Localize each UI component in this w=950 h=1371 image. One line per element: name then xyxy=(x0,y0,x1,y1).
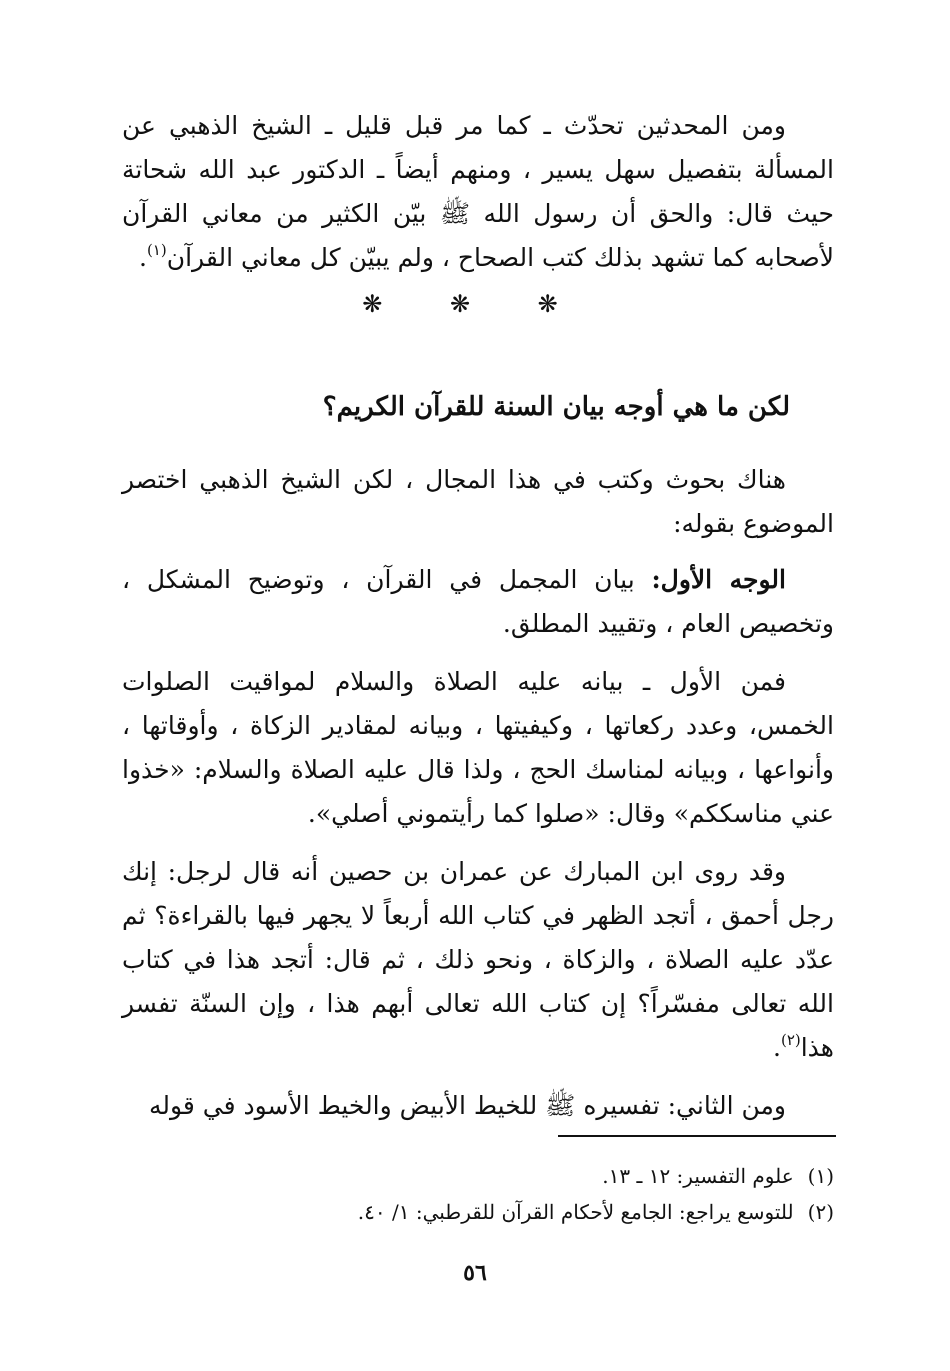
first-aspect-text: بيان المجمل في القرآن ، وتوضيح المشكل ، وتخصيص العام ، وتقييد المطلق. xyxy=(122,565,834,638)
footnote-divider xyxy=(558,1135,836,1137)
page-number: ٥٦ xyxy=(463,1260,487,1286)
paragraph-first-aspect xyxy=(122,558,834,646)
footnote-ref-2[interactable]: (٢) xyxy=(780,1031,801,1049)
paragraph-ibn-mubarak xyxy=(122,850,834,1070)
footnote-item xyxy=(122,1194,834,1230)
paragraph-end: . xyxy=(138,243,147,272)
paragraph-end: . xyxy=(773,1033,781,1062)
footnotes xyxy=(122,1158,834,1230)
paragraph-text: وقد روى ابن المبارك عن عمران بن حصين أنه قال لرجل: إنك رجل أحمق ، أتجد الظهر في كتاب الله أربعاً لا يجهر فيها بالقراءة؟ ثم عدّد عليه الصلاة ، والزكاة ، ونحو ذلك ، ثم قال: أتجد هذا في كتاب الله تعالى مفسّراً؟ إن كتاب الله تعالى أبهم هذا ، وإن السنّة تفسر هذا xyxy=(122,857,834,1062)
footnote-ref-1[interactable]: (١) xyxy=(146,241,167,259)
section-separator: ❋ ❋ ❋ xyxy=(362,290,588,318)
paragraph-research: هناك بحوث وكتب في هذا المجال ، لكن الشيخ الذهبي اختصر الموضوع بقوله: xyxy=(122,465,834,538)
paragraph-text: ومن المحدثين تحدّث ـ كما مر قبل قليل ـ الشيخ الذهبي عن المسألة بتفصيل سهل يسير ، ومنهم أيضاً ـ الدكتور عبد الله شحاتة حيث قال: والحق أن رسول الله ﷺ بيّن الكثير من معاني القرآن لأصحابه كما تشهد بذلك كتب الصحاح ، ولم يبيّن كل معاني القرآن xyxy=(122,111,834,272)
footnote-text: للتوسع يراجع: الجامع لأحكام القرآن للقرطبي: ١/ ٤٠. xyxy=(357,1200,794,1224)
section-heading: لكن ما هي أوجه بيان السنة للقرآن الكريم؟ xyxy=(322,392,790,422)
footnote-number: (٢) xyxy=(807,1200,834,1224)
first-aspect-label: الوجه الأول: xyxy=(651,565,786,594)
paragraph-second-aspect: ومن الثاني: تفسيره ﷺ للخيط الأبيض والخيط الأسود في قوله xyxy=(148,1091,786,1120)
paragraph-sheikh-dhahabi xyxy=(122,104,834,280)
footnote-item xyxy=(122,1158,834,1194)
footnote-number: (١) xyxy=(807,1164,834,1188)
paragraph-prayer-times: فمن الأول ـ بيانه عليه الصلاة والسلام لمواقيت الصلوات الخمس، وعدد ركعاتها ، وكيفيتها ، وبيانه لمقادير الزكاة ، وأوقاتها ، وأنواعها ، وبيانه لمناسك الحج ، ولذا قال عليه الصلاة والسلام: «خذوا عني مناسككم» وقال: «صلوا كما رأيتموني أصلي». xyxy=(122,667,834,828)
footnote-text: علوم التفسير: ١٢ ـ ١٣. xyxy=(602,1164,794,1188)
